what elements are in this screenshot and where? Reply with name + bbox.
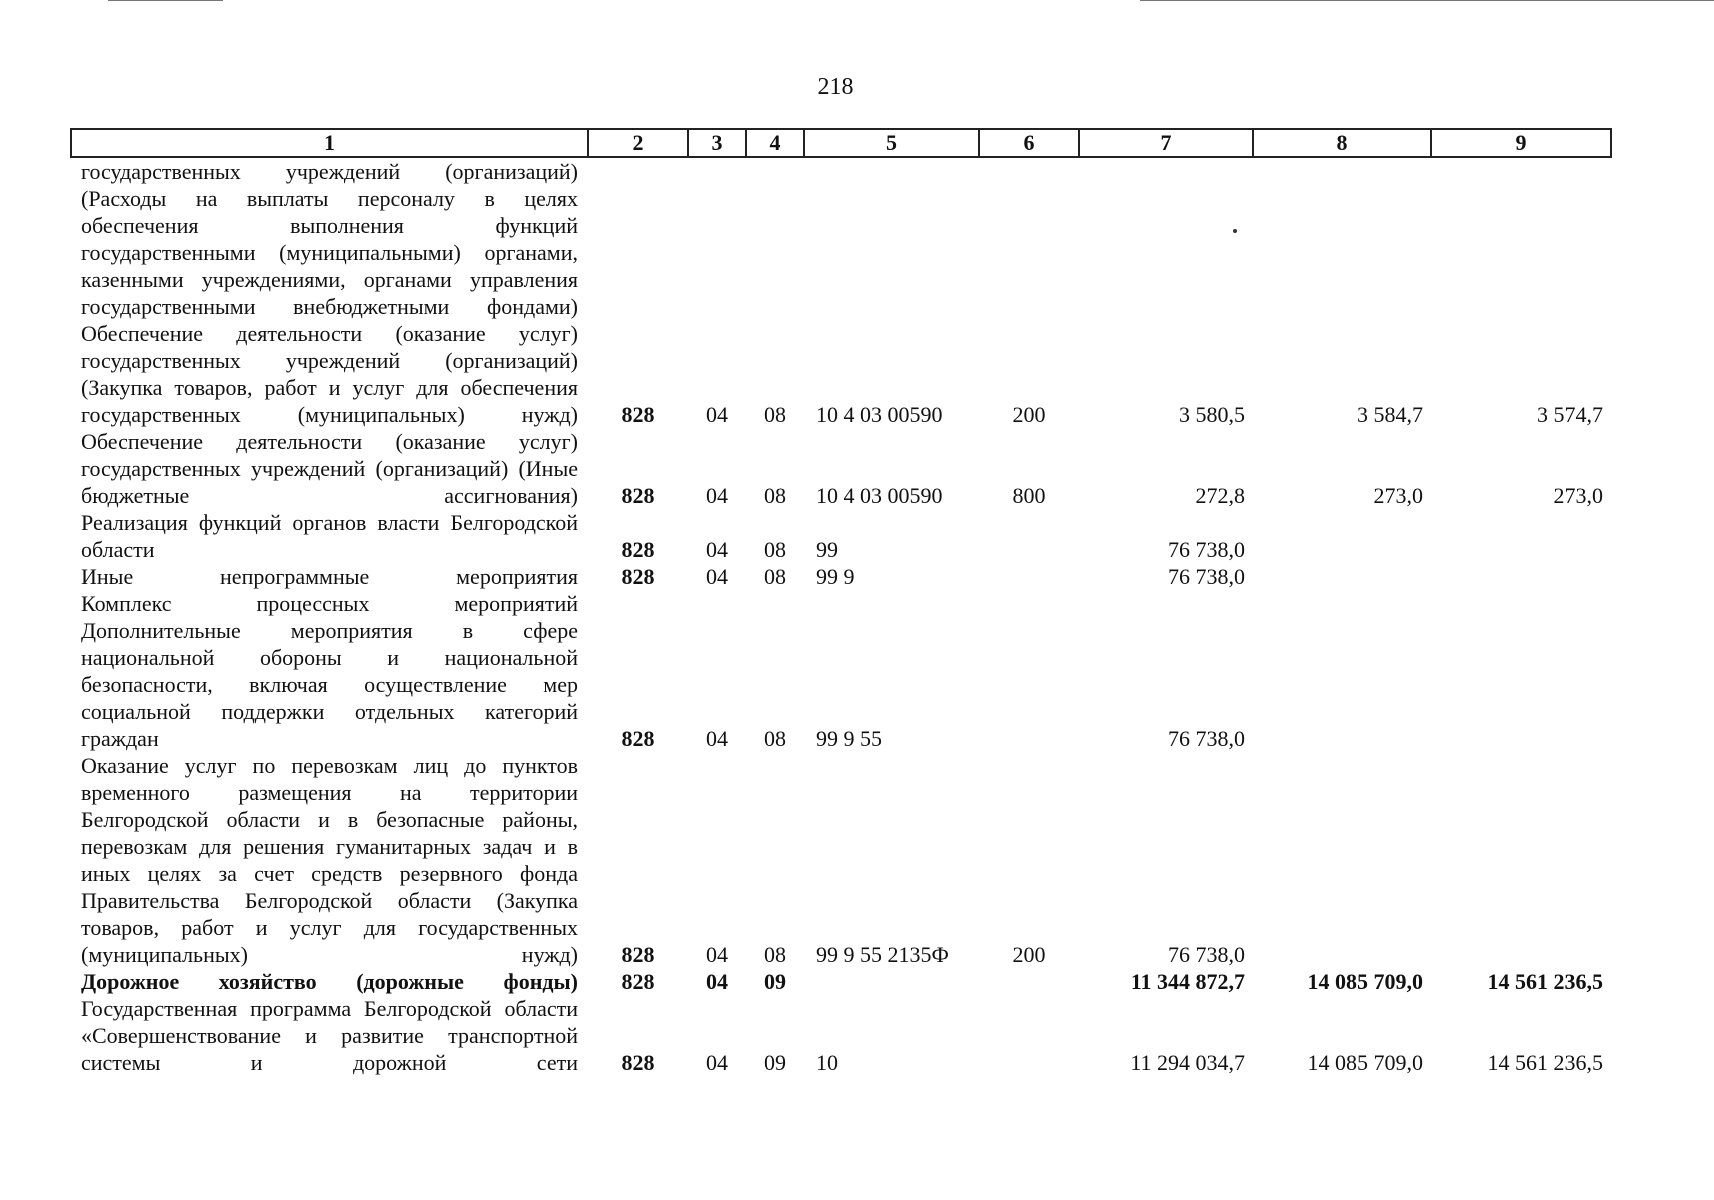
- row-section: 04: [706, 564, 728, 589]
- row-code: 828: [621, 483, 655, 508]
- row-amount-year3: 273,0: [1553, 483, 1603, 508]
- row-subsection: 09: [764, 1050, 786, 1075]
- row-description: Государственная программа Белгородской области «Совершенствование и развитие транспортной системы и дорожной сети: [81, 996, 578, 1075]
- row-subsection: 08: [764, 564, 786, 589]
- row-section: 04: [706, 537, 728, 562]
- row-target-item: 10 4 03 00590: [816, 402, 943, 427]
- row-code: 828: [621, 564, 655, 589]
- table-row: [71, 428, 1611, 509]
- col-header-4: 4: [746, 129, 804, 157]
- row-amount-year3: 14 561 236,5: [1487, 969, 1603, 994]
- row-section: [688, 157, 746, 320]
- table-header: [71, 129, 1611, 157]
- row-description: Обеспечение деятельности (оказание услуг) государственных учреждений (организаций) (Закупка товаров, работ и услуг для обеспечения государственных (муниципальных) нужд): [81, 321, 578, 427]
- row-target-item: 10 4 03 00590: [816, 483, 943, 508]
- row-subsection: 08: [764, 537, 786, 562]
- row-section: 04: [706, 402, 728, 427]
- row-subsection: 08: [764, 483, 786, 508]
- row-amount-year2: [1253, 563, 1431, 590]
- scan-edge-line: [1140, 0, 1714, 1]
- col-header-8: 8: [1253, 129, 1431, 157]
- row-expense-type: 200: [1012, 402, 1046, 427]
- row-amount-year1: 3 580,5: [1179, 402, 1245, 427]
- row-amount-year2: 14 085 709,0: [1307, 1050, 1423, 1075]
- row-code: 828: [621, 942, 655, 967]
- row-amount-year2: [1253, 509, 1431, 563]
- row-amount-year3: [1431, 563, 1611, 590]
- row-amount-year1: 76 738,0: [1168, 537, 1245, 562]
- row-amount-year1: 11 344 872,7: [1130, 969, 1245, 994]
- row-section: 04: [706, 969, 728, 994]
- row-description: государственных учреждений (организаций) (Расходы на выплаты персоналу в целях обеспечения выполнения функций государственными (муниципальными) органами, казенными учреждениями, органами управления государственными внебюджетными фондами): [81, 159, 578, 319]
- row-subsection: 08: [764, 942, 786, 967]
- budget-table: [70, 128, 1612, 1076]
- row-code: 828: [621, 1050, 655, 1075]
- row-amount-year3: 14 561 236,5: [1487, 1050, 1603, 1075]
- row-amount-year1: 76 738,0: [1168, 564, 1245, 589]
- table-body: [71, 157, 1611, 1076]
- row-description: Обеспечение деятельности (оказание услуг) государственных учреждений (организаций) (Иные бюджетные ассигнования): [81, 429, 578, 508]
- row-target-item: 99 9 55 2135Ф: [816, 942, 949, 967]
- row-amount-year3: [1431, 509, 1611, 563]
- row-code: 828: [621, 537, 655, 562]
- row-amount-year3: [1431, 752, 1611, 968]
- row-description: Комплекс процессных мероприятий Дополнительные мероприятия в сфере национальной обороны и национальной безопасности, включая осуществление мер социальной поддержки отдельных категорий граждан: [81, 591, 578, 751]
- row-section: 04: [706, 1050, 728, 1075]
- table-row: [71, 320, 1611, 428]
- row-expense-type: [979, 590, 1079, 752]
- row-amount-year1: 272,8: [1195, 483, 1245, 508]
- table-row: [71, 590, 1611, 752]
- col-header-6: 6: [979, 129, 1079, 157]
- table-row: [71, 563, 1611, 590]
- row-code: 828: [621, 402, 655, 427]
- row-section: 04: [706, 942, 728, 967]
- row-amount-year1: 76 738,0: [1168, 942, 1245, 967]
- col-header-1: 1: [71, 129, 588, 157]
- scan-edge-line: [108, 0, 223, 1]
- header-row: [71, 129, 1611, 157]
- row-target-item: [804, 968, 979, 995]
- row-description: Дорожное хозяйство (дорожные фонды): [81, 969, 578, 994]
- row-expense-type: [979, 509, 1079, 563]
- row-target-item: 99 9: [816, 564, 855, 589]
- row-expense-type: 800: [1012, 483, 1046, 508]
- col-header-7: 7: [1079, 129, 1253, 157]
- row-expense-type: [979, 995, 1079, 1076]
- table-row: [71, 752, 1611, 968]
- row-expense-type: [979, 157, 1079, 320]
- table-row: [71, 509, 1611, 563]
- col-header-2: 2: [588, 129, 688, 157]
- row-expense-type: 200: [1012, 942, 1046, 967]
- row-expense-type: [979, 968, 1079, 995]
- row-subsection: 08: [764, 726, 786, 751]
- row-amount-year2: 3 584,7: [1357, 402, 1423, 427]
- row-amount-year1: 76 738,0: [1168, 726, 1245, 751]
- row-amount-year1: 11 294 034,7: [1130, 1050, 1245, 1075]
- row-amount-year3: [1431, 590, 1611, 752]
- row-description: Реализация функций органов власти Белгородской области: [81, 510, 578, 562]
- row-target-item: 99 9 55: [816, 726, 882, 751]
- row-target-item: [804, 157, 979, 320]
- row-code: [588, 157, 688, 320]
- scan-speck: [1233, 229, 1237, 233]
- row-target-item: 10: [816, 1050, 838, 1075]
- col-header-9: 9: [1431, 129, 1611, 157]
- row-amount-year3: 3 574,7: [1537, 402, 1603, 427]
- row-amount-year2: 273,0: [1373, 483, 1423, 508]
- page-number: 218: [817, 74, 854, 100]
- row-expense-type: [979, 563, 1079, 590]
- row-amount-year3: [1431, 157, 1611, 320]
- row-description: Оказание услуг по перевозкам лиц до пунктов временного размещения на территории Белгородской области и в безопасные районы, перевозкам для решения гуманитарных задач и в иных целях за счет средств резервного фонда Правительства Белгородской области (Закупка товаров, работ и услуг для государственных (муниципальных) нужд): [81, 753, 578, 967]
- col-header-5: 5: [804, 129, 979, 157]
- row-subsection: 09: [764, 969, 786, 994]
- row-subsection: 08: [764, 402, 786, 427]
- table-row: [71, 157, 1611, 320]
- row-amount-year2: [1253, 590, 1431, 752]
- row-code: 828: [621, 969, 655, 994]
- row-code: 828: [621, 726, 655, 751]
- table-row: [71, 995, 1611, 1076]
- col-header-3: 3: [688, 129, 746, 157]
- row-section: 04: [706, 483, 728, 508]
- row-amount-year2: 14 085 709,0: [1307, 969, 1423, 994]
- table-row: [71, 968, 1611, 995]
- row-section: 04: [706, 726, 728, 751]
- row-amount-year2: [1253, 752, 1431, 968]
- row-description: Иные непрограммные мероприятия: [81, 564, 578, 589]
- row-amount-year1: [1079, 157, 1253, 320]
- row-amount-year2: [1253, 157, 1431, 320]
- row-subsection: [746, 157, 804, 320]
- row-target-item: 99: [816, 537, 838, 562]
